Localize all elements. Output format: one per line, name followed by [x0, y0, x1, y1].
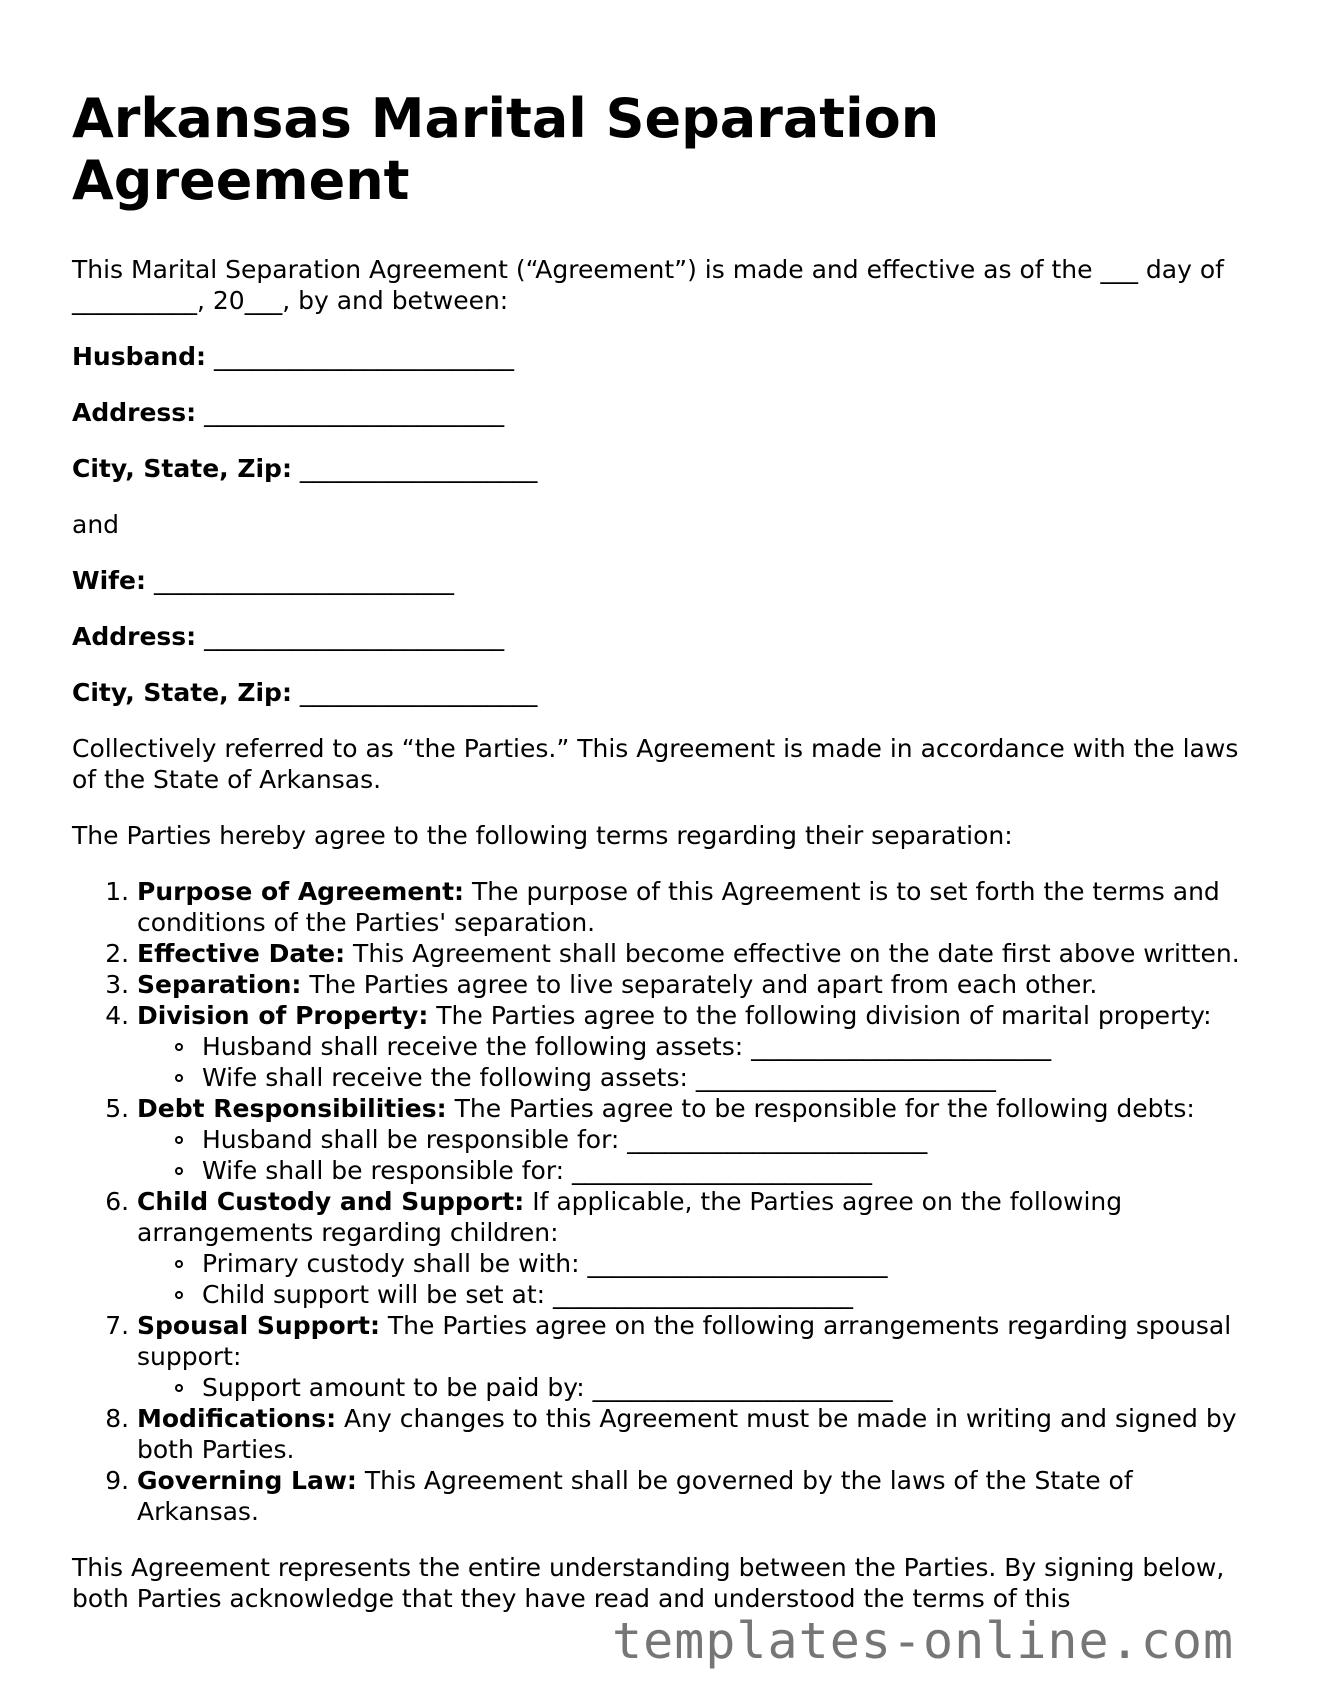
husband-name-field: [72, 341, 1252, 372]
collective-paragraph: Collectively referred to as “the Parties.” This Agreement is made in accordance with the laws of the State of Arkansas.: [72, 734, 1239, 794]
terms-list: [72, 876, 1252, 1527]
term-sublist: [137, 1372, 1252, 1403]
term-text: The Parties agree on the following arrangements regarding spousal support:: [137, 1311, 1232, 1371]
term-heading: Debt Responsibilities:: [137, 1094, 447, 1123]
sub-item: Child support will be set at: ________________________: [202, 1279, 1252, 1310]
wife-name-field: [72, 565, 1252, 596]
term-heading: Governing Law:: [137, 1466, 357, 1495]
husband-address-field: [72, 397, 1252, 428]
wife-blank: ________________________: [153, 566, 454, 595]
sub-item: Husband shall be responsible for: ________________________: [202, 1124, 1252, 1155]
term-item: [137, 1465, 1252, 1527]
term-text: Any changes to this Agreement must be made in writing and signed by both Parties.: [137, 1404, 1237, 1464]
husband-blank: ________________________: [214, 342, 515, 371]
term-text: The Parties agree to be responsible for the following debts:: [446, 1094, 1195, 1123]
term-item: [137, 1310, 1252, 1403]
term-sublist: [137, 1031, 1252, 1093]
term-text: The purpose of this Agreement is to set forth the terms and conditions of the Parties' separation.: [137, 877, 1220, 937]
sub-item: Wife shall be responsible for: ________________________: [202, 1155, 1252, 1186]
husband-city-label: City, State, Zip:: [72, 454, 292, 483]
husband-label: Husband:: [72, 342, 207, 371]
term-sublist: [137, 1124, 1252, 1186]
term-item: [137, 1000, 1252, 1093]
husband-address-blank: ________________________: [204, 398, 505, 427]
sub-item: Husband shall receive the following assets: ________________________: [202, 1031, 1252, 1062]
term-item: [137, 1186, 1252, 1310]
term-item: [137, 876, 1252, 938]
term-heading: Spousal Support:: [137, 1311, 380, 1340]
term-text: This Agreement shall be governed by the laws of the State of Arkansas.: [137, 1466, 1133, 1526]
sub-item: Wife shall receive the following assets: ________________________: [202, 1062, 1252, 1093]
wife-city-label: City, State, Zip:: [72, 678, 292, 707]
term-heading: Modifications:: [137, 1404, 337, 1433]
terms-intro: The Parties hereby agree to the following terms regarding their separation:: [72, 821, 1013, 850]
closing-paragraph: This Agreement represents the entire understanding between the Parties. By signing below, both Parties acknowledge that they have read and understood the terms of this: [72, 1553, 1225, 1613]
term-item: [137, 1093, 1252, 1186]
document-page: [72, 88, 1252, 1614]
term-item: [137, 969, 1252, 1000]
wife-city-blank: ___________________: [299, 678, 538, 707]
term-text: The Parties agree to the following division of marital property:: [428, 1001, 1212, 1030]
husband-city-field: [72, 453, 1252, 484]
document-title: Arkansas Marital Separation Agreement: [72, 87, 940, 212]
intro-paragraph: This Marital Separation Agreement (“Agreement”) is made and effective as of the ___ day of __________, 20___, by and between:: [72, 255, 1224, 315]
term-heading: Purpose of Agreement:: [137, 877, 465, 906]
term-text: If applicable, the Parties agree on the following arrangements regarding children:: [137, 1187, 1123, 1247]
wife-address-field: [72, 621, 1252, 652]
sub-item: Support amount to be paid by: ________________________: [202, 1372, 1252, 1403]
term-heading: Division of Property:: [137, 1001, 429, 1030]
wife-city-field: [72, 677, 1252, 708]
term-item: [137, 938, 1252, 969]
husband-address-label: Address:: [72, 398, 197, 427]
wife-label: Wife:: [72, 566, 146, 595]
sub-item: Primary custody shall be with: ________________________: [202, 1248, 1252, 1279]
term-heading: Separation:: [137, 970, 302, 999]
husband-city-blank: ___________________: [299, 454, 538, 483]
term-text: This Agreement shall become effective on the date first above written.: [345, 939, 1240, 968]
term-item: [137, 1403, 1252, 1465]
wife-address-label: Address:: [72, 622, 197, 651]
term-heading: Child Custody and Support:: [137, 1187, 525, 1216]
wife-address-blank: ________________________: [204, 622, 505, 651]
term-text: The Parties agree to live separately and apart from each other.: [301, 970, 1098, 999]
and-text: and: [72, 510, 120, 539]
term-heading: Effective Date:: [137, 939, 346, 968]
watermark: templates-online.com: [612, 1612, 1235, 1670]
term-sublist: [137, 1248, 1252, 1310]
